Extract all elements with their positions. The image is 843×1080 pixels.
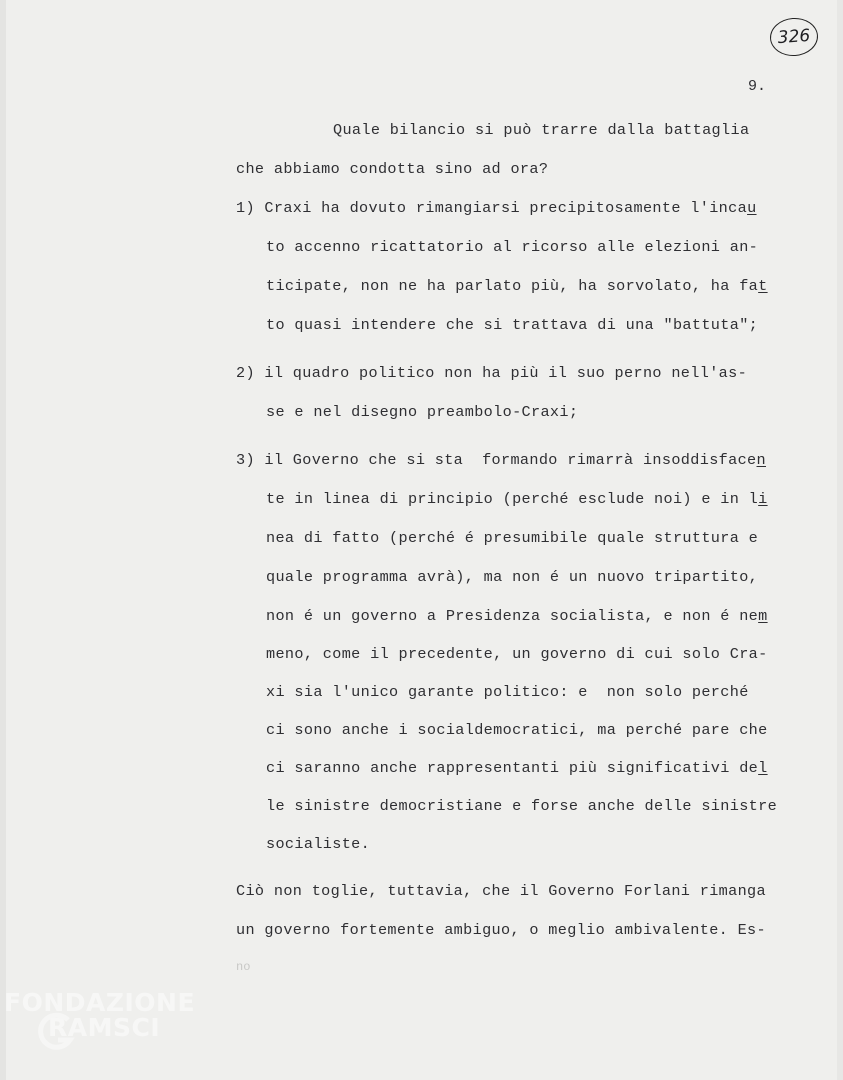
faint-mark: no — [236, 960, 251, 974]
text-line: un governo fortemente ambiguo, o meglio ambivalente. Es- — [236, 921, 766, 939]
watermark-line-2: RAMSCI — [48, 1013, 161, 1042]
text-line: xi sia l'unico garante politico: e non solo perché — [266, 683, 749, 701]
page-number: 9. — [748, 78, 767, 95]
gramsci-g-icon — [34, 1010, 78, 1054]
text-line: se e nel disegno preambolo-Craxi; — [266, 403, 579, 421]
text-line: meno, come il precedente, un governo di cui solo Cra- — [266, 645, 768, 663]
watermark-line-1: FONDAZIONE — [4, 988, 196, 1017]
text-line: non é un governo a Presidenza socialista, e non é nem — [266, 607, 768, 625]
text-line: Quale bilancio si può trarre dalla battaglia — [333, 121, 750, 139]
text-line: 2) il quadro politico non ha più il suo perno nell'as- — [236, 364, 748, 382]
text-line: to quasi intendere che si trattava di una "battuta"; — [266, 316, 759, 334]
text-line: te in linea di principio (perché esclude noi) e in li — [266, 490, 768, 508]
text-line: Ciò non toglie, tuttavia, che il Governo Forlani rimanga — [236, 882, 766, 900]
text-line: socialiste. — [266, 835, 371, 853]
archive-number-stamp: 326 — [769, 16, 820, 57]
text-line: ci saranno anche rappresentanti più significativi del — [266, 759, 768, 777]
text-line: 3) il Governo che si sta formando rimarrà insoddisfacen — [236, 451, 766, 469]
text-line: ticipate, non ne ha parlato più, ha sorvolato, ha fat — [266, 277, 768, 295]
text-line: 1) Craxi ha dovuto rimangiarsi precipitosamente l'incau — [236, 199, 757, 217]
fondazione-gramsci-watermark — [4, 990, 195, 1040]
text-line: nea di fatto (perché é presumibile quale struttura e — [266, 529, 759, 547]
text-line: ci sono anche i socialdemocratici, ma perché pare che — [266, 721, 768, 739]
text-line: to accenno ricattatorio al ricorso alle elezioni an- — [266, 238, 759, 256]
text-line: che abbiamo condotta sino ad ora? — [236, 160, 549, 178]
text-line: quale programma avrà), ma non é un nuovo tripartito, — [266, 568, 759, 586]
text-line: le sinistre democristiane e forse anche delle sinistre — [266, 797, 778, 815]
